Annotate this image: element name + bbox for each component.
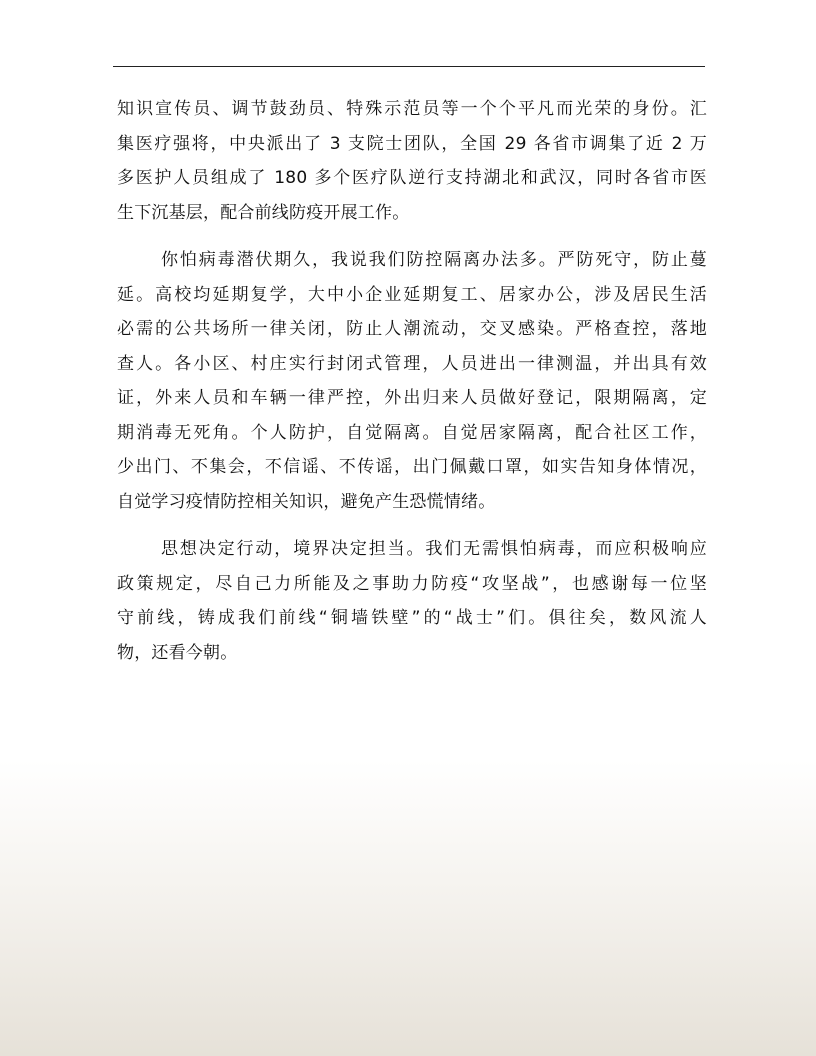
- text-line: 期消毒无死角。个人防护，自觉隔离。自觉居家隔离，配合社区工作，: [117, 422, 707, 443]
- header-rule: [113, 66, 705, 67]
- text-line: 物，还看今朝。: [117, 642, 238, 663]
- text-line: 你怕病毒潜伏期久，我说我们防控隔离办法多。严防死守，防止蔓: [161, 250, 707, 270]
- text-line: 知识宣传员、调节鼓劲员、特殊示范员等一个个平凡而光荣的身份。汇: [117, 99, 707, 119]
- text-line: 政策规定，尽自己力所能及之事助力防疫“攻坚战”，也感谢每一位坚: [117, 573, 707, 594]
- text-line: 集医疗强将，中央派出了 3 支院士团队，全国 29 各省市调集了近 2 万: [117, 133, 707, 154]
- text-line: 少出门、不集会，不信谣、不传谣，出门佩戴口罩，如实告知身体情况，: [117, 457, 707, 477]
- text-line: 必需的公共场所一律关闭，防止人潮流动，交叉感染。严格查控，落地: [117, 319, 707, 339]
- text-line: 延。高校均延期复学，大中小企业延期复工、居家办公，涉及居民生活: [117, 284, 707, 305]
- text-line: 查人。各小区、村庄实行封闭式管理，人员进出一律测温，并出具有效: [117, 353, 707, 374]
- text-line: 证，外来人员和车辆一律严控，外出归来人员做好登记，限期隔离，定: [117, 388, 707, 408]
- text-line: 思想决定行动，境界决定担当。我们无需惧怕病毒，而应积极响应: [161, 539, 707, 559]
- document-body: [117, 92, 707, 670]
- text-line: 生下沉基层，配合前线防疫开展工作。: [117, 202, 410, 223]
- paragraph-3: [117, 532, 707, 670]
- text-line: 守前线，铸成我们前线“铜墙铁壁”的“战士”们。俱往矣，数风流人: [117, 608, 707, 628]
- text-line: 多医护人员组成了 180 多个医疗队逆行支持湖北和武汉，同时各省市医: [117, 168, 707, 188]
- paragraph-1: [117, 92, 707, 230]
- paragraph-2: [117, 243, 707, 519]
- text-line: 自觉学习疫情防控相关知识，避免产生恐慌情绪。: [117, 491, 496, 512]
